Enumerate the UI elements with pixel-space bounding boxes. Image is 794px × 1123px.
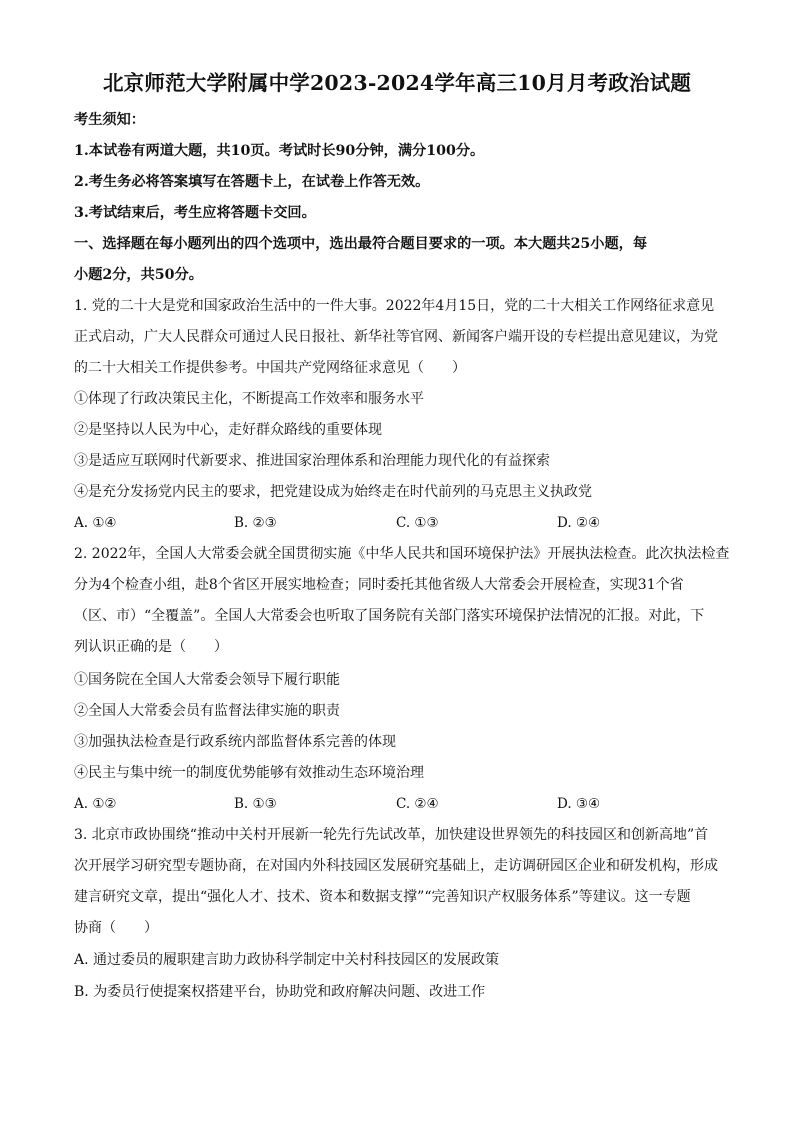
q2-stem-line3: （区、市）“全覆盖”。全国人大常委会也听取了国务院有关部门落实环境保护法情况的汇报。对此，下 <box>74 608 705 624</box>
q2-statement-2: ②全国人大常委会员有监督法律实施的职责 <box>74 703 340 719</box>
q3-stem-line4: 协商（ ） <box>74 920 158 936</box>
exam-title: 北京师范大学附属中学2023-2024学年高三10月月考政治试题 <box>102 71 692 95</box>
q2-option-c[interactable]: C. ②④ <box>396 796 439 812</box>
q2-stem-line1: 2. 2022年，全国人大常委会就全国贯彻实施《中华人民共和国环境保护法》开展执法检查。此次执法检查 <box>74 546 730 562</box>
q2-stem-line2: 分为4个检查小组，赴8个省区开展实地检查；同时委托其他省级人大常委会开展检查，实现31个省 <box>74 577 684 593</box>
q2-statement-1: ①国务院在全国人大常委会领导下履行职能 <box>74 672 340 688</box>
q2-option-a[interactable]: A. ①② <box>74 796 117 812</box>
section1-instructions-line2: 小题2分，共50分。 <box>74 267 203 283</box>
q1-option-b[interactable]: B. ②③ <box>234 515 277 531</box>
q3-stem-line2: 次开展学习研究型专题协商，在对国内外科技园区发展研究基础上，走访调研园区企业和研发机构，形成 <box>74 858 718 874</box>
q1-statement-1: ①体现了行政决策民主化，不断提高工作效率和服务水平 <box>74 391 424 407</box>
q2-statement-4: ④民主与集中统一的制度优势能够有效推动生态环境治理 <box>74 765 424 781</box>
q3-stem-line1: 3. 北京市政协围绕“推动中关村开展新一轮先行先试改革，加快建设世界领先的科技园区和创新高地”首 <box>74 827 709 843</box>
q2-stem-line4: 列认识正确的是（ ） <box>74 639 228 655</box>
q1-stem-line1: 1. 党的二十大是党和国家政治生活中的一件大事。2022年4月15日，党的二十大相关工作网络征求意见 <box>74 298 715 314</box>
q2-statement-3: ③加强执法检查是行政系统内部监督体系完善的体现 <box>74 734 396 750</box>
notice-item-1: 1.本试卷有两道大题，共10页。考试时长90分钟，满分100分。 <box>74 143 485 159</box>
notice-item-3: 3.考试结束后，考生应将答题卡交回。 <box>74 205 316 221</box>
q1-option-a[interactable]: A. ①④ <box>74 515 117 531</box>
q1-statement-2: ②是坚持以人民为中心，走好群众路线的重要体现 <box>74 422 382 438</box>
q3-option-a[interactable]: A. 通过委员的履职建言助力政协科学制定中关村科技园区的发展政策 <box>74 952 500 968</box>
q1-option-d[interactable]: D. ②④ <box>557 515 601 531</box>
notice-heading: 考生须知： <box>74 112 145 128</box>
q3-option-b[interactable]: B. 为委员行使提案权搭建平台，协助党和政府解决问题、改进工作 <box>74 984 486 1000</box>
q3-stem-line3: 建言研究文章，提出“强化人才、技术、资本和数据支撑”“完善知识产权服务体系”等建议。这一专题 <box>74 889 691 905</box>
q2-option-b[interactable]: B. ①③ <box>234 796 277 812</box>
q2-option-d[interactable]: D. ③④ <box>557 796 601 812</box>
q1-stem-line2: 正式启动，广大人民群众可通过人民日报社、新华社等官网、新闻客户端开设的专栏提出意见建议，为党 <box>74 329 718 345</box>
section1-instructions-line1: 一、选择题在每小题列出的四个选项中，选出最符合题目要求的一项。本大题共25小题，每 <box>74 236 648 252</box>
q1-option-c[interactable]: C. ①③ <box>396 515 439 531</box>
notice-item-2: 2.考生务必将答案填写在答题卡上，在试卷上作答无效。 <box>74 174 430 190</box>
q1-statement-3: ③是适应互联网时代新要求、推进国家治理体系和治理能力现代化的有益探索 <box>74 453 550 469</box>
q1-stem-line3: 的二十大相关工作提供参考。中国共产党网络征求意见（ ） <box>74 360 466 376</box>
q1-statement-4: ④是充分发扬党内民主的要求，把党建设成为始终走在时代前列的马克思主义执政党 <box>74 484 592 500</box>
